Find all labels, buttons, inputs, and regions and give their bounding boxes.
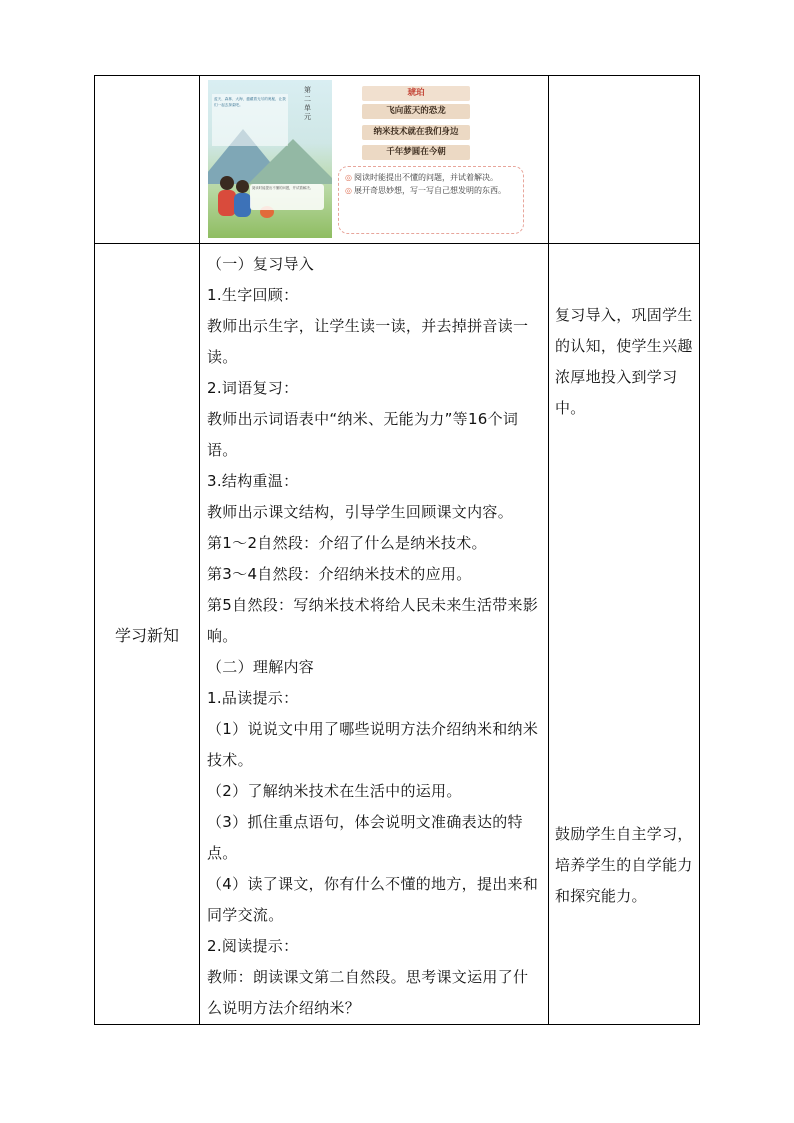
- lesson-title: 琥珀: [362, 86, 470, 101]
- design-note: 复习导入，巩固学生的认知，使学生兴趣浓厚地投入到学习中。: [555, 306, 693, 417]
- content-line: 教师出示课文结构，引导学生回顾课文内容。: [207, 503, 514, 521]
- content-line: （二）理解内容: [207, 658, 315, 676]
- content-line: （一）复习导入: [207, 255, 315, 273]
- lesson-title: 飞向蓝天的恐龙: [362, 104, 470, 119]
- lesson-title: 纳米技术就在我们身边: [362, 125, 470, 140]
- content-cell: [200, 244, 549, 1025]
- lesson-title: 千年梦圆在今朝: [362, 145, 470, 160]
- content-line: 教师出示生字，让学生读一读，并去掉拼音读一读。: [207, 317, 529, 366]
- unit-page-illustration: [208, 80, 538, 240]
- content-line: 第1～2自然段：介绍了什么是纳米技术。: [207, 534, 487, 552]
- content-line: 2.阅读提示：: [207, 937, 299, 955]
- content-line: 2.词语复习：: [207, 379, 299, 397]
- speech-bubble: 阅读时能提出不懂的问题，并试着解决。: [250, 184, 324, 210]
- table-row: [95, 76, 700, 244]
- content-line: 1.生字回顾：: [207, 286, 299, 304]
- section-label: 学习新知: [95, 244, 200, 1025]
- table-row: [95, 244, 700, 1025]
- bullet-icon: ◎: [345, 173, 352, 182]
- unit-goals: [338, 166, 524, 234]
- content-line: （4）读了课文，你有什么不懂的地方，提出来和同学交流。: [207, 875, 539, 924]
- content-line: 第5自然段：写纳米技术将给人民未来生活带来影响。: [207, 596, 539, 645]
- content-line: 第3～4自然段：介绍纳米技术的应用。: [207, 565, 472, 583]
- lesson-plan-table: [94, 75, 700, 1025]
- content-line: 3.结构重温：: [207, 472, 299, 490]
- bullet-icon: ◎: [345, 186, 352, 195]
- notes-cell: [549, 244, 700, 1025]
- design-note: 鼓励学生自主学习，培养学生的自学能力和探究能力。: [555, 825, 693, 905]
- content-line: 教师出示词语表中“纳米、无能为力”等16个词语。: [207, 410, 519, 459]
- goal-item: ◎ 展开奇思妙想，写一写自己想发明的东西。: [345, 186, 506, 195]
- empty-cell: [95, 76, 200, 244]
- unit-intro-card: 蓝天、森林、大海，蕴藏着无尽的奥秘，让我们一起去探索吧。: [212, 94, 288, 146]
- empty-cell: [549, 76, 700, 244]
- content-line: （2）了解纳米技术在生活中的运用。: [207, 782, 462, 800]
- content-line: （1）说说文中用了哪些说明方法介绍纳米和纳米技术。: [207, 720, 539, 769]
- goal-item: ◎ 阅读时能提出不懂的问题，并试着解决。: [345, 173, 498, 182]
- landscape-picture: [208, 80, 332, 238]
- content-line: （3）抓住重点语句，体会说明文准确表达的特点。: [207, 813, 523, 862]
- content-line: 教师：朗读课文第二自然段。思考课文运用了什么说明方法介绍纳米？: [207, 968, 529, 1017]
- content-line: 1.品读提示：: [207, 689, 299, 707]
- unit-label: 第二单元: [304, 86, 311, 121]
- illustration-cell: [200, 76, 549, 244]
